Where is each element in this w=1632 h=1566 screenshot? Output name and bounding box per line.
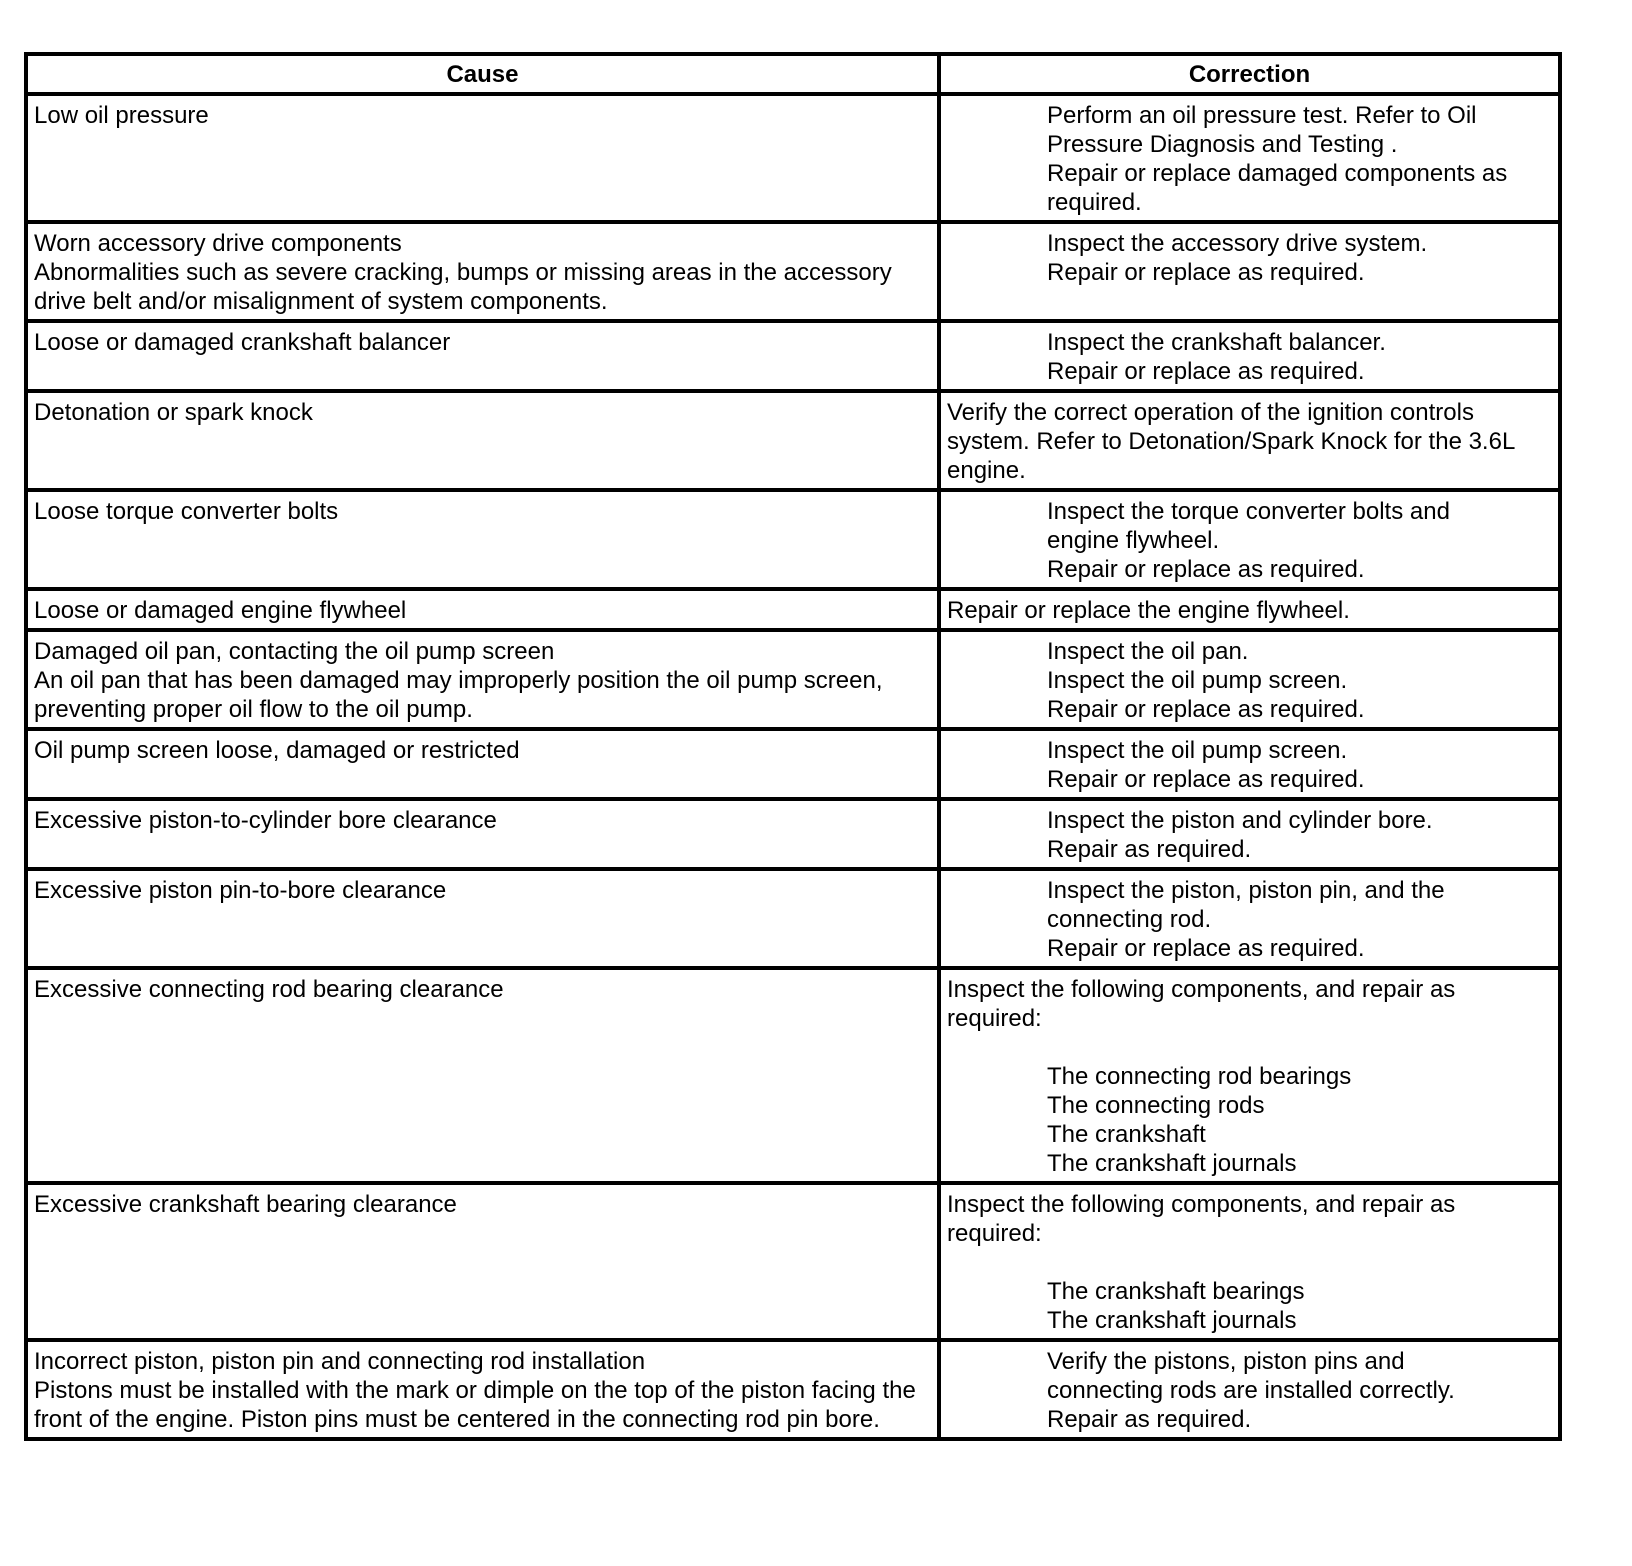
table-row [26,94,1560,222]
cause-text: Excessive piston-to-cylinder bore clearance [34,807,497,834]
table-row [26,968,1560,1183]
cause-cell [26,729,939,799]
cause-cell [26,630,939,729]
correction-cell [939,490,1560,589]
correction-cell [939,968,1560,1183]
correction-item: Pressure Diagnosis and Testing . [1047,131,1398,158]
correction-item: The crankshaft journals [1047,1150,1297,1177]
correction-item: Inspect the piston, piston pin, and the [1047,877,1445,904]
correction-item: engine flywheel. [1047,527,1220,554]
correction-list [947,1277,1552,1335]
cause-cell [26,1340,939,1439]
correction-item: Repair or replace as required. [1047,935,1365,962]
correction-cell [939,869,1560,968]
cause-cell [26,1183,939,1340]
correction-item: The connecting rod bearings [1047,1063,1352,1090]
cause-text: Excessive connecting rod bearing clearance [34,976,504,1003]
correction-cell [939,1340,1560,1439]
cause-text: Loose torque converter bolts [34,498,339,525]
cause-detail: An oil pan that has been damaged may improperly position the oil pump screen, preventing proper oil flow to the oil pump. [34,667,883,723]
cause-cell [26,222,939,321]
correction-intro: Verify the correct operation of the ignition controls system. Refer to Detonation/Spark Knock for the 3.6L engine. [947,399,1515,484]
cause-detail: Abnormalities such as severe cracking, bumps or missing areas in the accessory drive belt and/or misalignment of system components. [34,259,892,315]
correction-item: required. [1047,189,1142,216]
correction-cell [939,94,1560,222]
cause-text: Damaged oil pan, contacting the oil pump screen [34,638,555,665]
correction-item: connecting rod. [1047,906,1212,933]
correction-item: Repair or replace damaged components as [1047,160,1508,187]
correction-list [947,1062,1552,1178]
correction-item: Inspect the piston and cylinder bore. [1047,807,1433,834]
correction-item: Inspect the torque converter bolts and [1047,498,1450,525]
cause-text: Loose or damaged crankshaft balancer [34,329,451,356]
cause-cell [26,391,939,490]
correction-item: Inspect the crankshaft balancer. [1047,329,1386,356]
cause-text: Detonation or spark knock [34,399,313,426]
correction-item: Repair or replace as required. [1047,358,1365,385]
cause-cell [26,589,939,630]
correction-item: The connecting rods [1047,1092,1265,1119]
table-row [26,321,1560,391]
correction-item: Inspect the oil pump screen. [1047,667,1348,694]
correction-item: Verify the pistons, piston pins and [1047,1348,1405,1375]
correction-item: Repair or replace as required. [1047,259,1365,286]
cause-text: Excessive piston pin-to-bore clearance [34,877,447,904]
correction-list [947,1347,1552,1434]
correction-cell [939,1183,1560,1340]
cause-text: Loose or damaged engine flywheel [34,597,407,624]
cause-text: Worn accessory drive components [34,230,402,257]
correction-item: Inspect the oil pan. [1047,638,1249,665]
correction-cell [939,391,1560,490]
table-row [26,1340,1560,1439]
cause-cell [26,490,939,589]
table-row [26,869,1560,968]
header-cause: Cause [26,54,939,94]
cause-text: Incorrect piston, piston pin and connecting rod installation [34,1348,646,1375]
correction-list [947,736,1552,794]
table-row [26,1183,1560,1340]
correction-list [947,229,1552,287]
table-row [26,490,1560,589]
correction-list [947,876,1552,963]
correction-item: Repair as required. [1047,1406,1252,1433]
cause-cell [26,799,939,869]
cause-cell [26,968,939,1183]
correction-cell [939,321,1560,391]
correction-item: Inspect the accessory drive system. [1047,230,1428,257]
cause-cell [26,321,939,391]
correction-intro: Inspect the following components, and repair as required: [947,1191,1456,1247]
table-row [26,630,1560,729]
correction-list [947,101,1552,217]
table-row [26,799,1560,869]
correction-list [947,497,1552,584]
correction-cell [939,630,1560,729]
correction-item: connecting rods are installed correctly. [1047,1377,1455,1404]
correction-list [947,328,1552,386]
correction-item: Inspect the oil pump screen. [1047,737,1348,764]
correction-list [947,637,1552,724]
cause-cell [26,869,939,968]
diagnostic-table [24,52,1562,1441]
correction-item: Repair or replace as required. [1047,766,1365,793]
cause-text: Oil pump screen loose, damaged or restricted [34,737,520,764]
cause-text: Excessive crankshaft bearing clearance [34,1191,457,1218]
correction-list [947,806,1552,864]
correction-intro: Repair or replace the engine flywheel. [947,597,1350,624]
cause-text: Low oil pressure [34,102,209,129]
correction-item: Repair or replace as required. [1047,556,1365,583]
correction-item: Repair as required. [1047,836,1252,863]
correction-item: Perform an oil pressure test. Refer to Oil [1047,102,1477,129]
spacer [947,1248,1552,1277]
table-row [26,589,1560,630]
table-row [26,222,1560,321]
correction-item: The crankshaft journals [1047,1307,1297,1334]
correction-intro: Inspect the following components, and repair as required: [947,976,1456,1032]
table-row [26,729,1560,799]
table-body [26,94,1560,1439]
correction-cell [939,222,1560,321]
correction-cell [939,799,1560,869]
cause-detail: Pistons must be installed with the mark or dimple on the top of the piston facing the front of the engine. Piston pins must be centered in the connecting rod pin bore. [34,1377,916,1433]
spacer [947,1033,1552,1062]
correction-item: The crankshaft [1047,1121,1206,1148]
table-header-row [26,54,1560,94]
cause-cell [26,94,939,222]
correction-item: The crankshaft bearings [1047,1278,1305,1305]
correction-cell [939,589,1560,630]
table-row [26,391,1560,490]
correction-item: Repair or replace as required. [1047,696,1365,723]
correction-cell [939,729,1560,799]
header-correction: Correction [939,54,1560,94]
